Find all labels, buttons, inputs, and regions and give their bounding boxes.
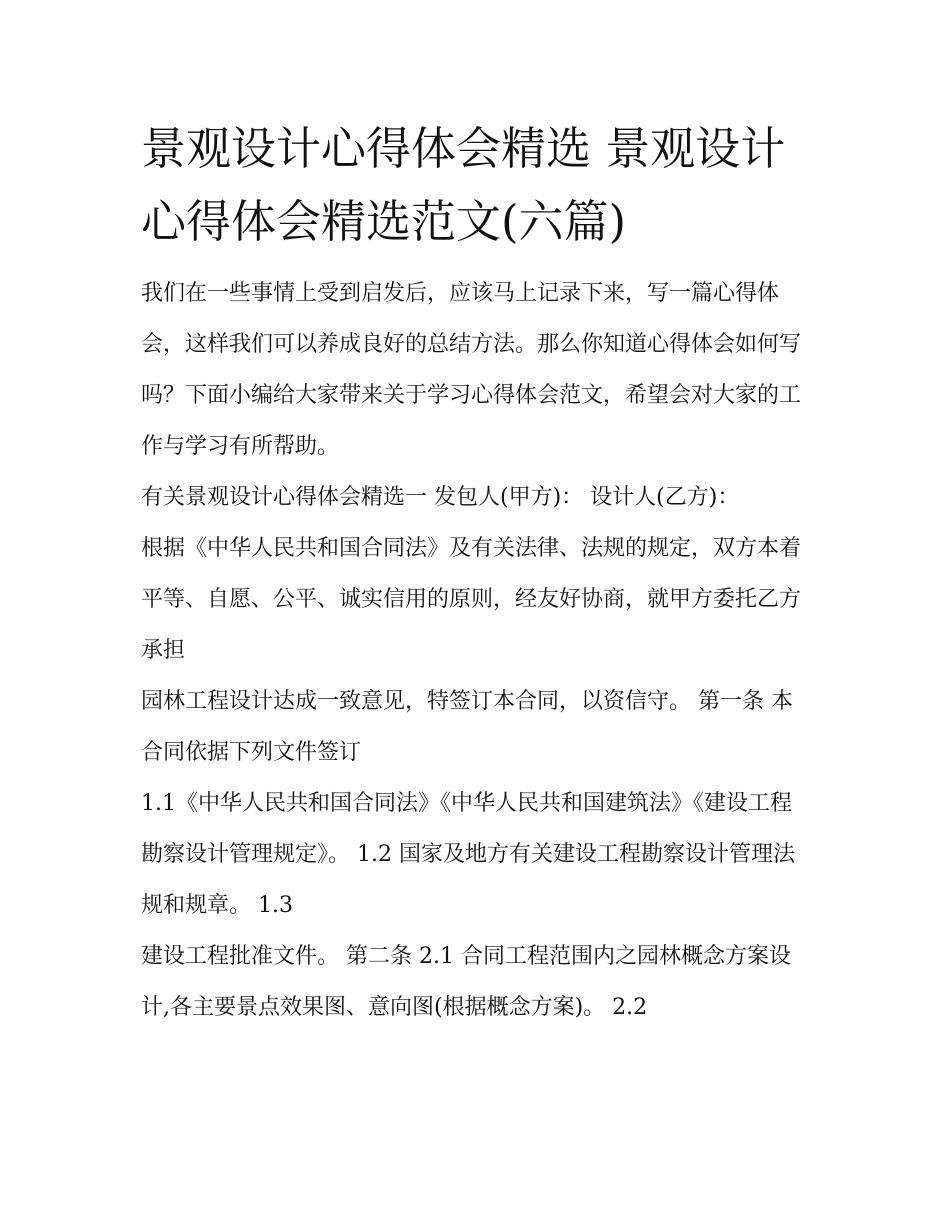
intro-paragraph: 我们在一些事情上受到启发后，应该马上记录下来，写一篇心得体会，这样我们可以养成良好的总结方法。那么你知道心得体会如何写吗？下面小编给大家带来关于学习心得体会范文，希望会对大家的工作与学习有所帮助。 [141, 281, 802, 459]
contract-parties-paragraph: 有关景观设计心得体会精选一 发包人(甲方)： 设计人(乙方)： [141, 485, 740, 510]
document-page [141, 112, 813, 1033]
document-title: 景观设计心得体会精选 景观设计心得体会精选范文(六篇) [141, 122, 786, 248]
legal-references-paragraph: 1.1《中华人民共和国合同法》《中华人民共和国建筑法》《建设工程勘察设计管理规定》。 1.2 国家及地方有关建设工程勘察设计管理法规和规章。 1.3 [141, 791, 795, 918]
agreement-paragraph: 园林工程设计达成一致意见，特签订本合同，以资信守。 第一条 本合同依据下列文件签订 [141, 689, 793, 765]
contract-basis-paragraph: 根据《中华人民共和国合同法》及有关法律、法规的规定，双方本着平等、自愿、公平、诚实信用的原则，经友好协商，就甲方委托乙方承担 [141, 536, 802, 663]
scope-paragraph: 建设工程批准文件。 第二条 2.1 合同工程范围内之园林概念方案设计,各主要景点效果图、意向图(根据概念方案)。 2.2 [141, 944, 791, 1020]
